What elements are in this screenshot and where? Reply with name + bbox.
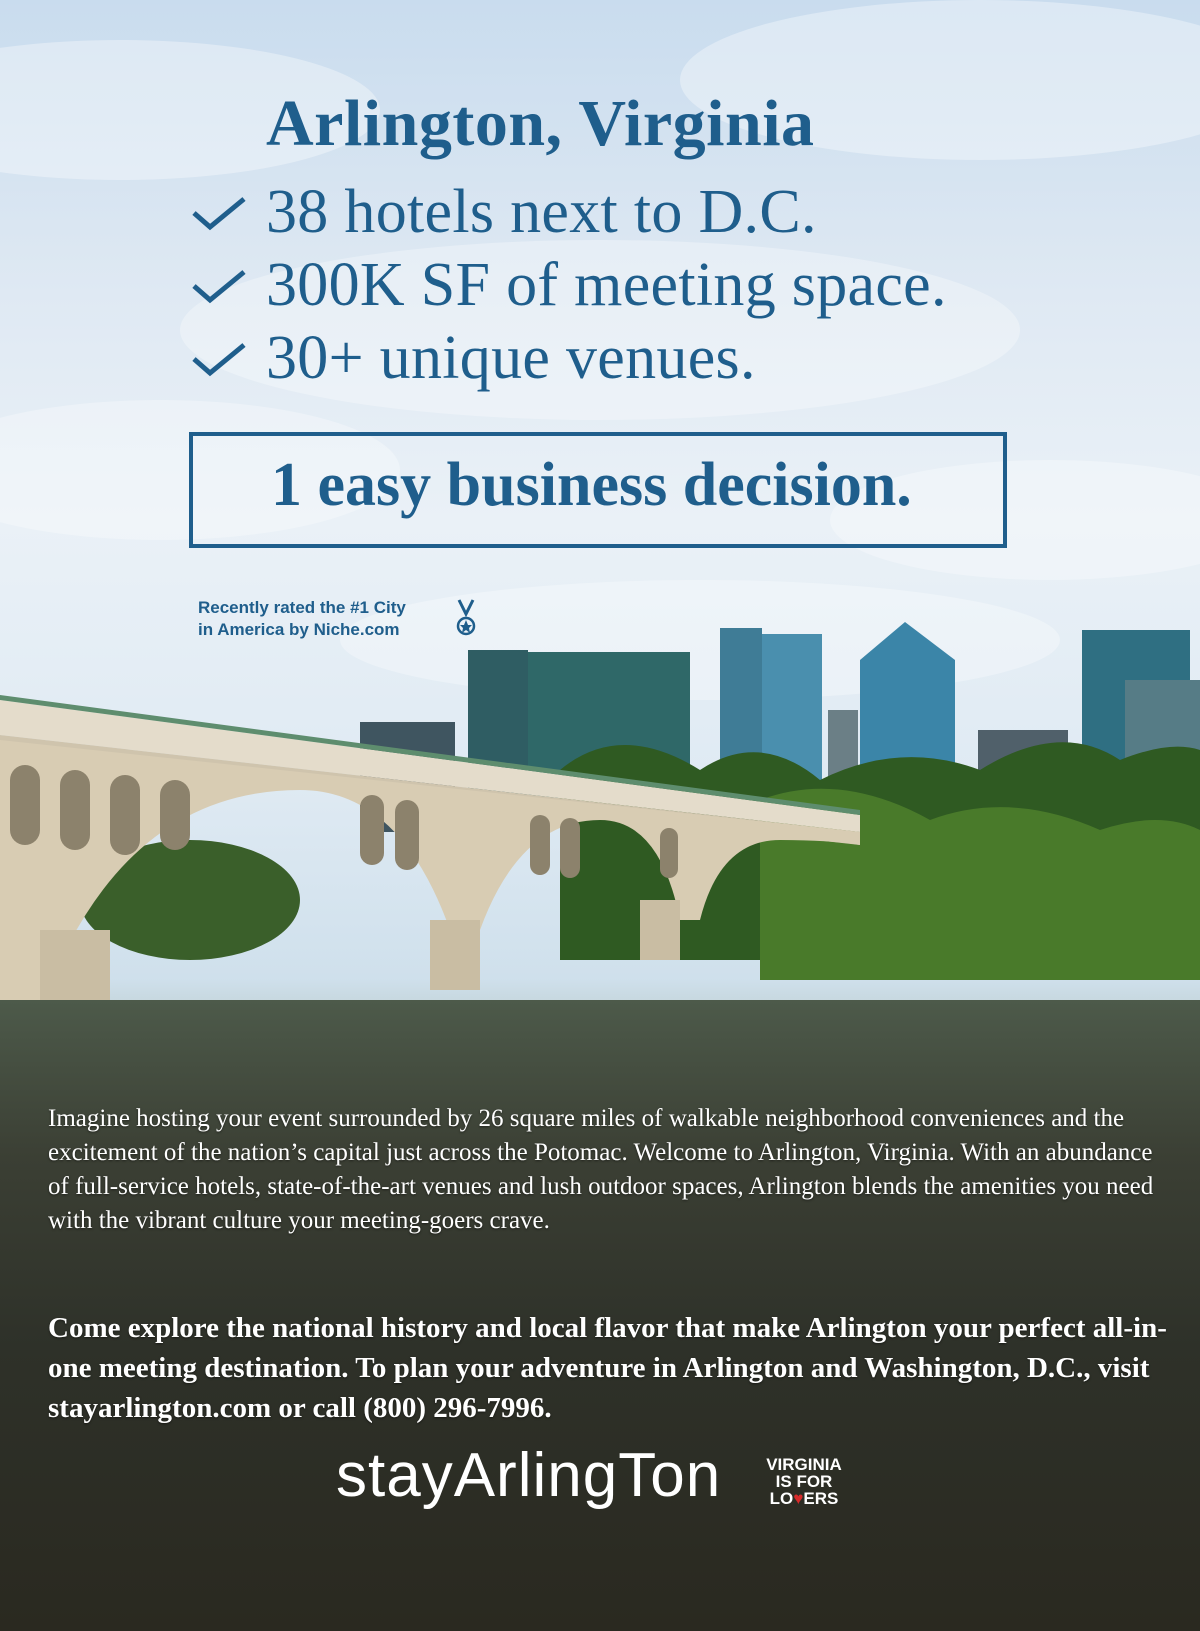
checklist-item xyxy=(190,249,947,322)
stay-arlington-logo: stayArlingTon xyxy=(336,1441,722,1510)
medal-icon xyxy=(456,598,476,638)
check-icon xyxy=(190,266,248,306)
va-logo-ers: ERS xyxy=(803,1489,839,1508)
decision-box xyxy=(189,432,1007,548)
niche-rating xyxy=(198,597,406,641)
heart-icon: ♥ xyxy=(793,1489,804,1508)
va-logo-line-3 xyxy=(764,1490,844,1507)
rating-line-2: in America by Niche.com xyxy=(198,620,400,639)
headline: Arlington, Virginia xyxy=(266,87,815,160)
checklist-item-text: 38 hotels next to D.C. xyxy=(266,178,817,246)
check-icon xyxy=(190,339,248,379)
checklist-item xyxy=(190,322,947,395)
cta-paragraph: Come explore the national history and local flavor that make Arlington your perfect all-in-one meeting destination. To plan your adventure in Arlington and Washington, D.C., visit stayarlington.com or call (800) 296-7996. xyxy=(48,1312,1167,1424)
va-logo-line-1: VIRGINIA xyxy=(766,1455,842,1474)
va-logo-lo: LO xyxy=(769,1489,794,1508)
check-icon xyxy=(190,193,248,233)
checklist-item-text: 300K SF of meeting space. xyxy=(266,251,947,319)
checklist-item xyxy=(190,176,947,249)
rating-line-1: Recently rated the #1 City xyxy=(198,598,406,617)
va-logo-line-2: IS FOR xyxy=(775,1472,833,1491)
body-paragraph: Imagine hosting your event surrounded by 26 square miles of walkable neighborhood conveniences and the excitement of the nation’s capital just across the Potomac. Welcome to Arlington, Virginia. With an abundance of full-service hotels, state-of-the-art venues and lush outdoor spaces, Arlington blends the amenities you need with the vibrant culture your meeting-goers crave. xyxy=(48,1105,1154,1234)
feature-checklist xyxy=(190,176,947,395)
decision-text: 1 easy business decision. xyxy=(271,451,912,519)
virginia-is-for-lovers-logo xyxy=(764,1456,844,1507)
checklist-item-text: 30+ unique venues. xyxy=(266,324,756,392)
